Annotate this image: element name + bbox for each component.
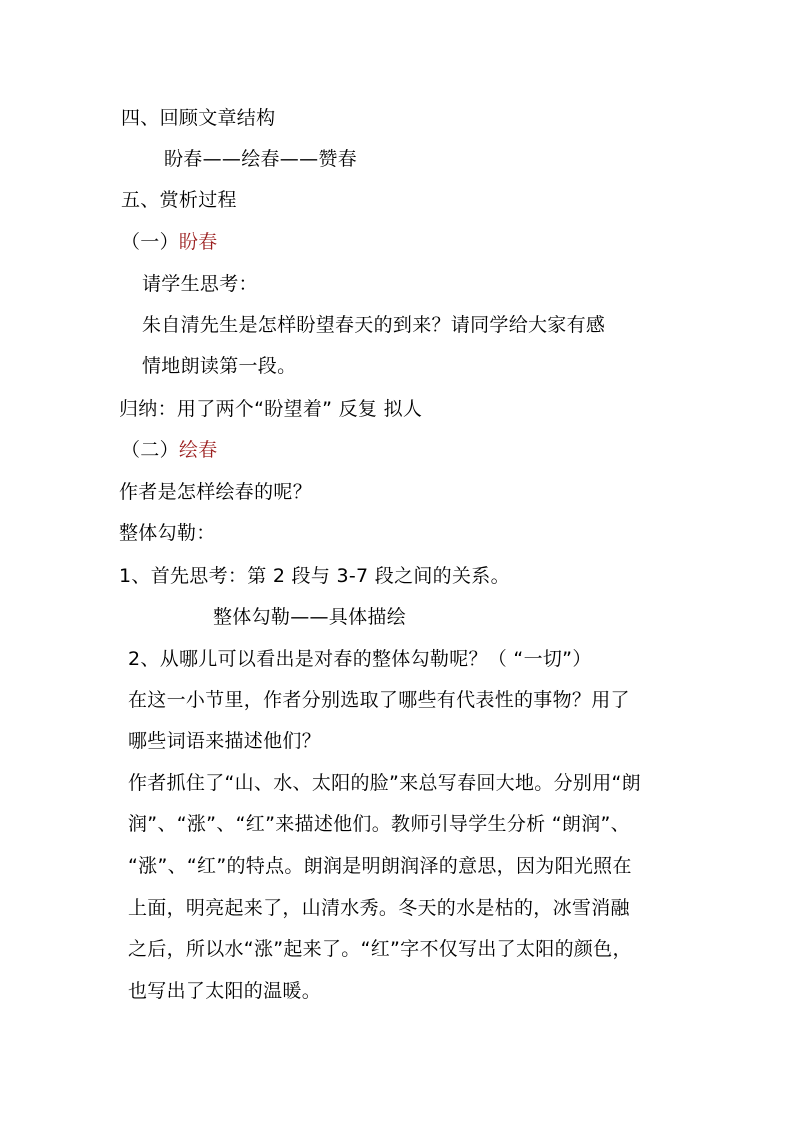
paragraph-line: 作者抓住了“山、水、太阳的脸”来总写春回大地。分别用“朗 xyxy=(128,772,641,794)
summary-line: 归纳：用了两个“盼望着” 反复 拟人 xyxy=(119,398,423,420)
relation-line: 整体勾勒——具体描绘 xyxy=(213,606,407,628)
paragraph-line: 请学生思考： xyxy=(142,273,258,295)
paragraph-line: 朱自清先生是怎样盼望春天的到来？请同学给大家有感 xyxy=(142,314,606,336)
question-two: 2、从哪儿可以看出是对春的整体勾勒呢？（ “一切”） xyxy=(128,648,592,670)
subsection-two-heading xyxy=(121,438,218,462)
subsection-two-number: （二） xyxy=(121,439,179,461)
paragraph-line: 在这一小节里，作者分别选取了哪些有代表性的事物？用了 xyxy=(128,689,630,711)
paragraph-line: 作者是怎样绘春的呢？ xyxy=(119,481,313,503)
subsection-one-heading xyxy=(121,230,218,254)
paragraph-line: “涨”、“红”的特点。朗润是明朗润泽的意思，因为阳光照在 xyxy=(128,855,632,877)
paragraph-line: 也写出了太阳的温暖。 xyxy=(128,980,322,1002)
structure-line: 盼春——绘春——赞春 xyxy=(164,148,358,170)
paragraph-line: 之后，所以水“涨”起来了。“红”字不仅写出了太阳的颜色， xyxy=(128,938,632,960)
subsection-one-number: （一） xyxy=(121,231,179,253)
paragraph-line: 上面，明亮起来了，山清水秀。冬天的水是枯的，冰雪消融 xyxy=(128,897,630,919)
paragraph-line: 哪些词语来描述他们？ xyxy=(128,730,322,752)
paragraph-line: 情地朗读第一段。 xyxy=(142,355,297,377)
paragraph-line: 整体勾勒： xyxy=(119,522,216,544)
paragraph-line: 润”、“涨”、“红”来描述他们。教师引导学生分析 “朗润”、 xyxy=(128,813,630,835)
question-one: 1、首先思考：第 2 段与 3-7 段之间的关系。 xyxy=(119,565,510,587)
section-four-heading: 四、回顾文章结构 xyxy=(121,107,276,129)
subsection-one-title: 盼春 xyxy=(178,231,218,253)
subsection-two-title: 绘春 xyxy=(178,439,218,461)
section-five-heading: 五、赏析过程 xyxy=(121,189,237,211)
